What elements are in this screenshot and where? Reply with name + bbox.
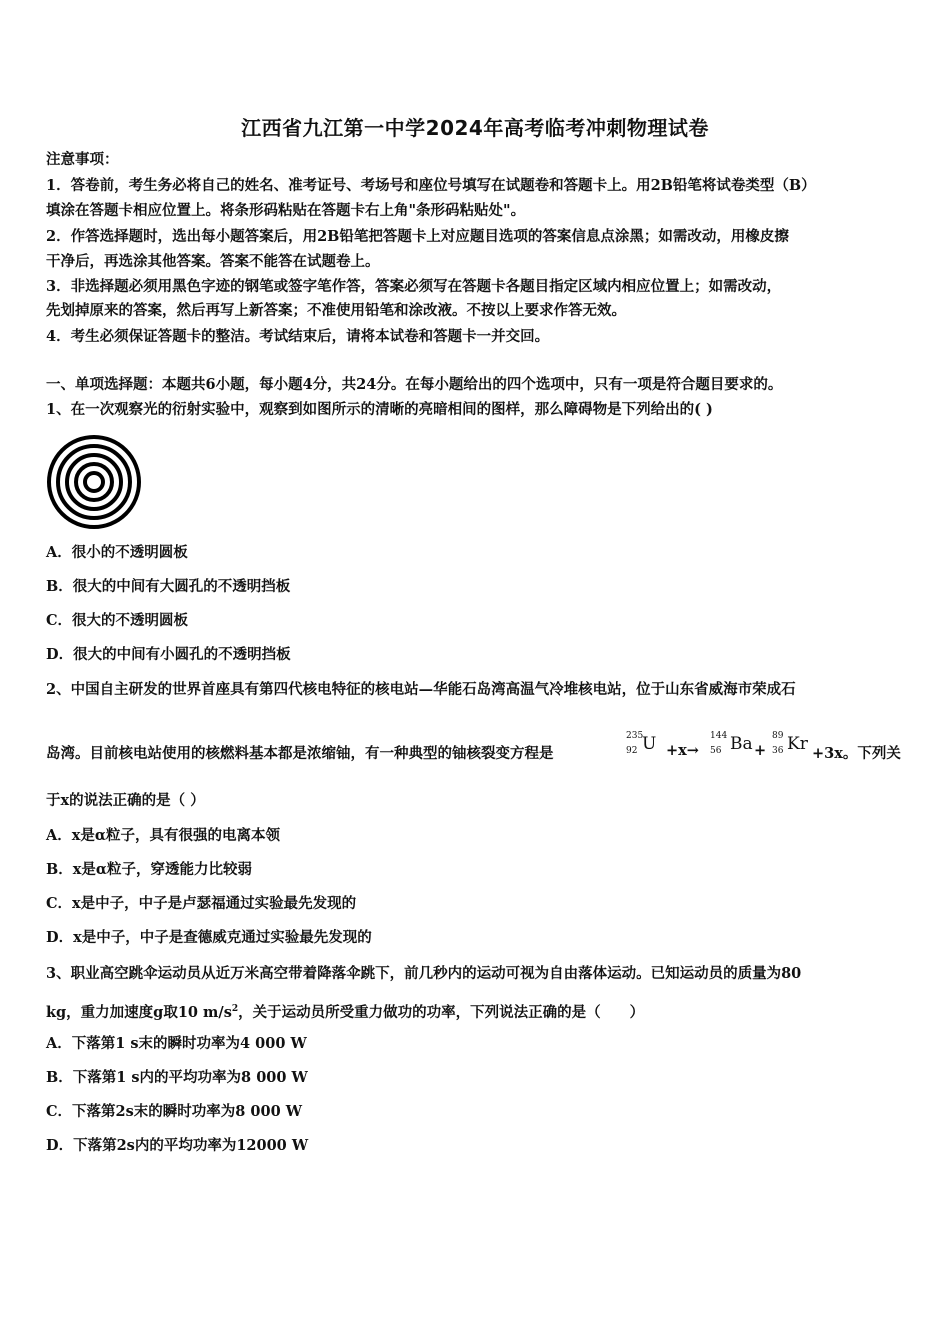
notice-heading: 注意事项：: [46, 151, 119, 168]
q1-option-b: B．很大的中间有大圆孔的不透明挡板: [46, 578, 291, 595]
q2-stem-line3: 于x的说法正确的是（ ）: [46, 792, 205, 809]
q3-stem-line2-pre: kg，重力加速度g取10 m/s: [46, 1003, 232, 1021]
q2-equation-row: [46, 728, 908, 772]
uranium-nuclide: [626, 728, 666, 768]
notice-line: 先划掉原来的答案，然后再写上新答案；不准使用铅笔和涂改液。不按以上要求作答无效。: [46, 302, 626, 319]
q2-stem-line1: 2、中国自主研发的世界首座具有第四代核电特征的核电站—华能石岛湾高温气冷堆核电站，位于山东省威海市荣成石: [46, 681, 796, 698]
krypton-nuclide: [772, 728, 812, 768]
q2-option-a: A．x是α粒子，具有很强的电离本领: [46, 827, 281, 844]
notice-line: 干净后，再选涂其他答案。答案不能答在试题卷上。: [46, 253, 380, 270]
diffraction-rings-figure: [46, 434, 142, 530]
q2-stem-line2-tail: +3x。下列关: [812, 745, 901, 762]
uranium-mass-number: 235: [626, 731, 644, 741]
barium-atomic-number: 56: [710, 746, 722, 756]
q1-option-d: D．很大的中间有小圆孔的不透明挡板: [46, 646, 291, 663]
q1-stem: 1、在一次观察光的衍射实验中，观察到如图所示的清晰的亮暗相间的图样，那么障碍物是下列给出的( ): [46, 401, 713, 418]
q1-option-a: A．很小的不透明圆板: [46, 544, 188, 561]
uranium-symbol: U: [642, 734, 657, 754]
notice-line: 4．考生必须保证答题卡的整洁。考试结束后，请将本试卷和答题卡一并交回。: [46, 328, 550, 345]
equation-plus: +: [754, 742, 767, 759]
q2-option-c: C．x是中子，中子是卢瑟福通过实验最先发现的: [46, 895, 357, 912]
krypton-atomic-number: 36: [772, 746, 784, 756]
page-title: 江西省九江第一中学2024年高考临考冲刺物理试卷: [241, 116, 709, 140]
notice-line: 2．作答选择题时，选出每小题答案后，用2B铅笔把答题卡上对应题目选项的答案信息点涂黑；如需改动，用橡皮擦: [46, 228, 789, 245]
barium-nuclide: [710, 728, 753, 768]
q1-option-c: C．很大的不透明圆板: [46, 612, 189, 629]
equation-plus-x-arrow: +x→: [666, 742, 699, 759]
q2-stem-line2: 岛湾。目前核电站使用的核燃料基本都是浓缩铀，有一种典型的铀核裂变方程是: [46, 745, 554, 762]
q3-stem-line2: [46, 999, 644, 1023]
krypton-symbol: Kr: [787, 734, 808, 754]
q3-option-a: A．下落第1 s末的瞬时功率为4 000 W: [46, 1035, 307, 1052]
q3-stem-line1: 3、职业高空跳伞运动员从近万米高空带着降落伞跳下，前几秒内的运动可视为自由落体运动。已知运动员的质量为80: [46, 965, 802, 982]
uranium-atomic-number: 92: [626, 746, 638, 756]
q3-option-c: C．下落第2s末的瞬时功率为8 000 W: [46, 1103, 303, 1120]
barium-mass-number: 144: [710, 731, 728, 741]
krypton-mass-number: 89: [772, 731, 784, 741]
q3-option-b: B．下落第1 s内的平均功率为8 000 W: [46, 1069, 308, 1086]
q3-unit-exponent: 2: [231, 1004, 239, 1014]
notice-line: 3．非选择题必须用黑色字迹的钢笔或签字笔作答，答案必须写在答题卡各题目指定区域内相应位置上；如需改动，: [46, 278, 782, 295]
q3-option-d: D．下落第2s内的平均功率为12000 W: [46, 1137, 309, 1154]
notice-line: 1．答卷前，考生务必将自己的姓名、准考证号、考场号和座位号填写在试题卷和答题卡上。用2B铅笔将试卷类型（B）: [46, 177, 816, 194]
section-heading: 一、单项选择题：本题共6小题，每小题4分，共24分。在每小题给出的四个选项中，只有一项是符合题目要求的。: [46, 376, 783, 393]
q2-option-d: D．x是中子，中子是查德威克通过实验最先发现的: [46, 929, 372, 946]
q2-option-b: B．x是α粒子，穿透能力比较弱: [46, 861, 253, 878]
q3-stem-line2-post: ，关于运动员所受重力做功的功率，下列说法正确的是（ ）: [238, 1003, 645, 1021]
notice-line: 填涂在答题卡相应位置上。将条形码粘贴在答题卡右上角"条形码粘贴处"。: [46, 202, 526, 219]
barium-symbol: Ba: [730, 734, 753, 754]
